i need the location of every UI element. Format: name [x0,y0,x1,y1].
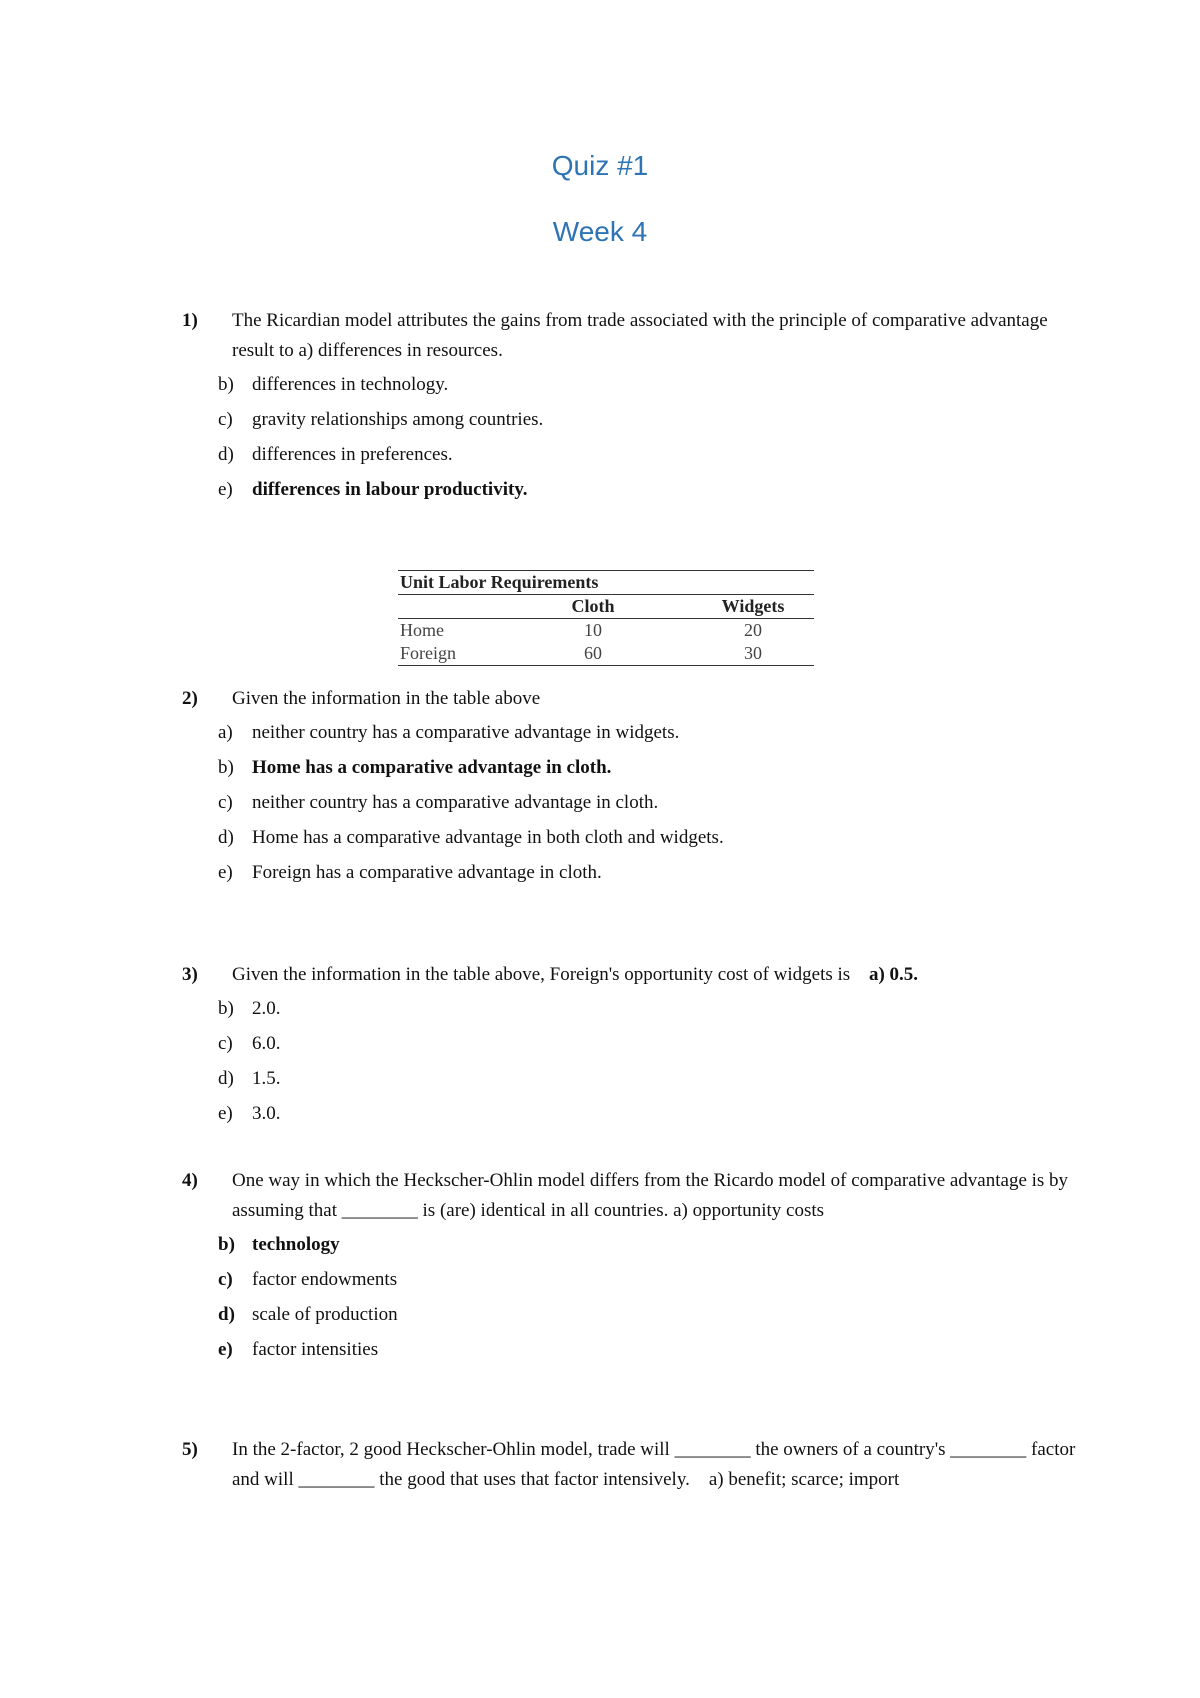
unit-labor-table [398,570,814,666]
table-caption-row [398,571,814,594]
option-letter: c) [218,409,233,430]
table-caption: Unit Labor Requirements [400,572,599,592]
option [182,1099,1082,1134]
option-text: differences in preferences. [252,444,453,465]
option-correct [182,1230,1082,1265]
table-row [398,642,814,665]
table-cell: 60 [584,643,602,663]
question-stem: In the 2-factor, 2 good Heckscher-Ohlin model, trade will ________ the owners of a country's ________ factor and will ________ the good that uses that factor intensively. a) benefit; scarce; import [232,1439,1081,1490]
question-number: 2) [182,688,198,709]
option-text: 3.0. [252,1103,281,1124]
option [182,370,1082,405]
question-stem: Given the information in the table above [232,688,541,709]
question-stem [232,960,1082,990]
option-letter: b) [218,374,234,395]
table-cell: Foreign [400,643,456,663]
table-cell: 10 [584,620,602,640]
page-title: Quiz #1 [551,150,649,181]
option-text: scale of production [252,1304,398,1325]
option [182,1265,1082,1300]
table-header-row [398,595,814,618]
table-row [398,619,814,642]
option-text: technology [252,1234,340,1255]
option-text: Home has a comparative advantage in both cloth and widgets. [252,827,724,848]
option [182,788,1082,823]
option-text: gravity relationships among countries. [252,409,544,430]
table-header-cell: Cloth [571,596,615,616]
option-letter: c) [218,1033,233,1054]
question-stem: The Ricardian model attributes the gains from trade associated with the principle of comparative advantage result to a) differences in resources. [232,310,1048,361]
option-text: Home has a comparative advantage in cloth. [252,757,612,778]
option-letter: c) [218,1269,233,1290]
option-text: Foreign has a comparative advantage in cloth. [252,862,602,883]
option [182,994,1082,1029]
option-letter: b) [218,757,234,778]
option [182,823,1082,858]
option-letter: a) [218,722,233,743]
option-text: 1.5. [252,1068,281,1089]
option-letter: d) [218,444,234,465]
option-letter: b) [218,1234,235,1255]
question-number: 5) [182,1439,198,1460]
option-text: neither country has a comparative advantage in cloth. [252,792,659,813]
question-4 [182,1166,1082,1370]
option-text: neither country has a comparative advantage in widgets. [252,722,680,743]
option [182,440,1082,475]
question-2 [182,684,1082,893]
option-letter: d) [218,1304,235,1325]
table-cell: 20 [744,620,762,640]
question-number: 1) [182,310,198,331]
page-subtitle: Week 4 [552,216,648,247]
option-letter: b) [218,998,234,1019]
table-cell: 30 [744,643,762,663]
option-correct [182,475,1082,510]
question-stem-answer: a) 0.5. [868,964,919,985]
option [182,1335,1082,1370]
option-text: factor endowments [252,1269,398,1290]
table-cell: Home [400,620,444,640]
question-3 [182,960,1082,1134]
option-letter: d) [218,827,234,848]
question-1 [182,306,1082,510]
option-letter: e) [218,1339,233,1360]
option-letter: e) [218,862,233,883]
question-number: 4) [182,1170,198,1191]
option-text: factor intensities [252,1339,379,1360]
question-5 [182,1435,1082,1495]
option-text: differences in technology. [252,374,449,395]
option [182,858,1082,893]
option-letter: c) [218,792,233,813]
table-header-cell: Widgets [721,596,785,616]
question-number: 3) [182,964,198,985]
option-letter: e) [218,1103,233,1124]
question-stem-text: Given the information in the table above, Foreign's opportunity cost of widgets is [232,964,851,985]
option [182,1029,1082,1064]
option [182,405,1082,440]
option [182,1064,1082,1099]
option-text: differences in labour productivity. [252,479,528,500]
option-text: 2.0. [252,998,281,1019]
option-letter: e) [218,479,233,500]
option [182,1300,1082,1335]
question-stem: One way in which the Heckscher-Ohlin model differs from the Ricardo model of comparative advantage is by assuming that ________ is (are) identical in all countries. a) opportunity costs [232,1170,1069,1221]
option-correct [182,753,1082,788]
option-letter: d) [218,1068,234,1089]
option-text: 6.0. [252,1033,281,1054]
table-rule-bottom [398,665,814,666]
option [182,718,1082,753]
